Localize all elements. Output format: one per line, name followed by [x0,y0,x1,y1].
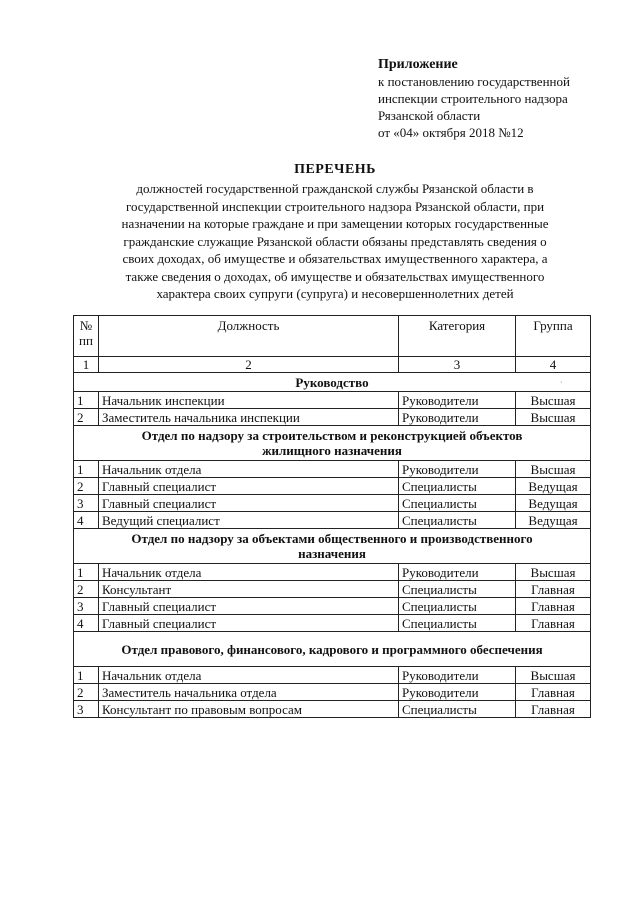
row-group: Высшая [516,461,591,478]
subtitle-line: назначении на которые граждане и при замещении которых государственные [121,216,549,231]
row-position: Главный специалист [99,478,399,495]
section-header-row [74,426,591,461]
index-cell: 4 [516,357,591,373]
row-group: Высшая [516,392,591,409]
table-index-row [74,357,591,373]
section-header-row [74,632,591,667]
row-num: 2 [74,581,99,598]
table-row [74,461,591,478]
table-row [74,615,591,632]
subtitle-line: гражданские служащие Рязанской области обязаны представлять сведения о [123,233,547,249]
subtitle-line: характера своих супруги (супруга) и несовершеннолетних детей [156,286,514,301]
row-group: Высшая [516,667,591,684]
appendix-block [378,56,628,141]
appendix-line: инспекции строительного надзора [378,91,568,106]
section-title: Отдел по надзору за строительством и реконструкцией объектов жилищного назначения [74,426,591,461]
positions-table [73,315,591,718]
row-num: 1 [74,392,99,409]
row-position: Начальник инспекции [99,392,399,409]
table-row [74,564,591,581]
document-title: ПЕРЕЧЕНЬ [294,162,376,177]
table-row [74,409,591,426]
row-num: 2 [74,409,99,426]
row-position: Главный специалист [99,598,399,615]
row-position: Ведущий специалист [99,512,399,529]
row-num: 2 [74,478,99,495]
row-group: Главная [516,598,591,615]
row-position: Начальник отдела [99,564,399,581]
row-position: Заместитель начальника инспекции [99,409,399,426]
header-position: Должность [99,316,399,357]
row-category: Руководители [399,409,516,426]
index-cell: 3 [399,357,516,373]
table-header-row [74,316,591,357]
row-num: 3 [74,598,99,615]
section-title: Руководство [74,373,591,392]
row-position: Заместитель начальника отдела [99,684,399,701]
row-position: Консультант [99,581,399,598]
section-header-row [74,529,591,564]
row-group: Главная [516,684,591,701]
table-row [74,512,591,529]
row-num: 1 [74,461,99,478]
section-header-row [74,373,591,392]
row-num: 4 [74,512,99,529]
header-category: Категория [399,316,516,357]
table-row [74,495,591,512]
table-row [74,478,591,495]
row-category: Руководители [399,461,516,478]
section-title: Отдел правового, финансового, кадрового и программного обеспечения [74,632,591,667]
scan-mark: · [560,378,563,387]
row-category: Специалисты [399,495,516,512]
row-category: Специалисты [399,615,516,632]
row-group: Главная [516,581,591,598]
table-row [74,667,591,684]
row-group: Ведущая [516,478,591,495]
row-group: Высшая [516,409,591,426]
appendix-line: Рязанской области [378,108,481,123]
row-group: Ведущая [516,495,591,512]
document-subtitle [80,180,590,303]
table-row [74,392,591,409]
section-title: Отдел по надзору за объектами общественного и производственного назначения [74,529,591,564]
row-category: Специалисты [399,512,516,529]
row-category: Специалисты [399,478,516,495]
row-num: 1 [74,564,99,581]
row-position: Главный специалист [99,495,399,512]
header-group: Группа [516,316,591,357]
header-num: № пп [74,316,99,357]
row-category: Руководители [399,564,516,581]
subtitle-line: должностей государственной гражданской службы Рязанской области в [136,181,534,196]
row-position: Консультант по правовым вопросам [99,701,399,718]
index-cell: 2 [99,357,399,373]
row-num: 4 [74,615,99,632]
table-row [74,684,591,701]
row-group: Главная [516,701,591,718]
row-num: 3 [74,495,99,512]
row-group: Высшая [516,564,591,581]
table-row [74,701,591,718]
subtitle-line: государственной инспекции строительного надзора Рязанской области, при [125,198,545,214]
appendix-line: к постановлению государственной [378,74,570,89]
table-row [74,581,591,598]
appendix-line: от «04» октября 2018 №12 [378,125,524,140]
row-num: 1 [74,667,99,684]
row-num: 2 [74,684,99,701]
row-category: Специалисты [399,581,516,598]
row-category: Руководители [399,684,516,701]
row-position: Начальник отдела [99,461,399,478]
subtitle-line: также сведения о доходах, об имуществе и обязательствах имущественного [125,268,545,284]
row-group: Ведущая [516,512,591,529]
row-category: Руководители [399,392,516,409]
row-category: Специалисты [399,701,516,718]
subtitle-line: своих доходах, об имуществе и обязательствах имущественного характера, а [122,251,548,266]
row-num: 3 [74,701,99,718]
table-row [74,598,591,615]
positions-table-body [74,316,591,718]
row-group: Главная [516,615,591,632]
row-category: Специалисты [399,598,516,615]
row-position: Главный специалист [99,615,399,632]
appendix-title: Приложение [378,57,458,72]
index-cell: 1 [74,357,99,373]
row-category: Руководители [399,667,516,684]
row-position: Начальник отдела [99,667,399,684]
